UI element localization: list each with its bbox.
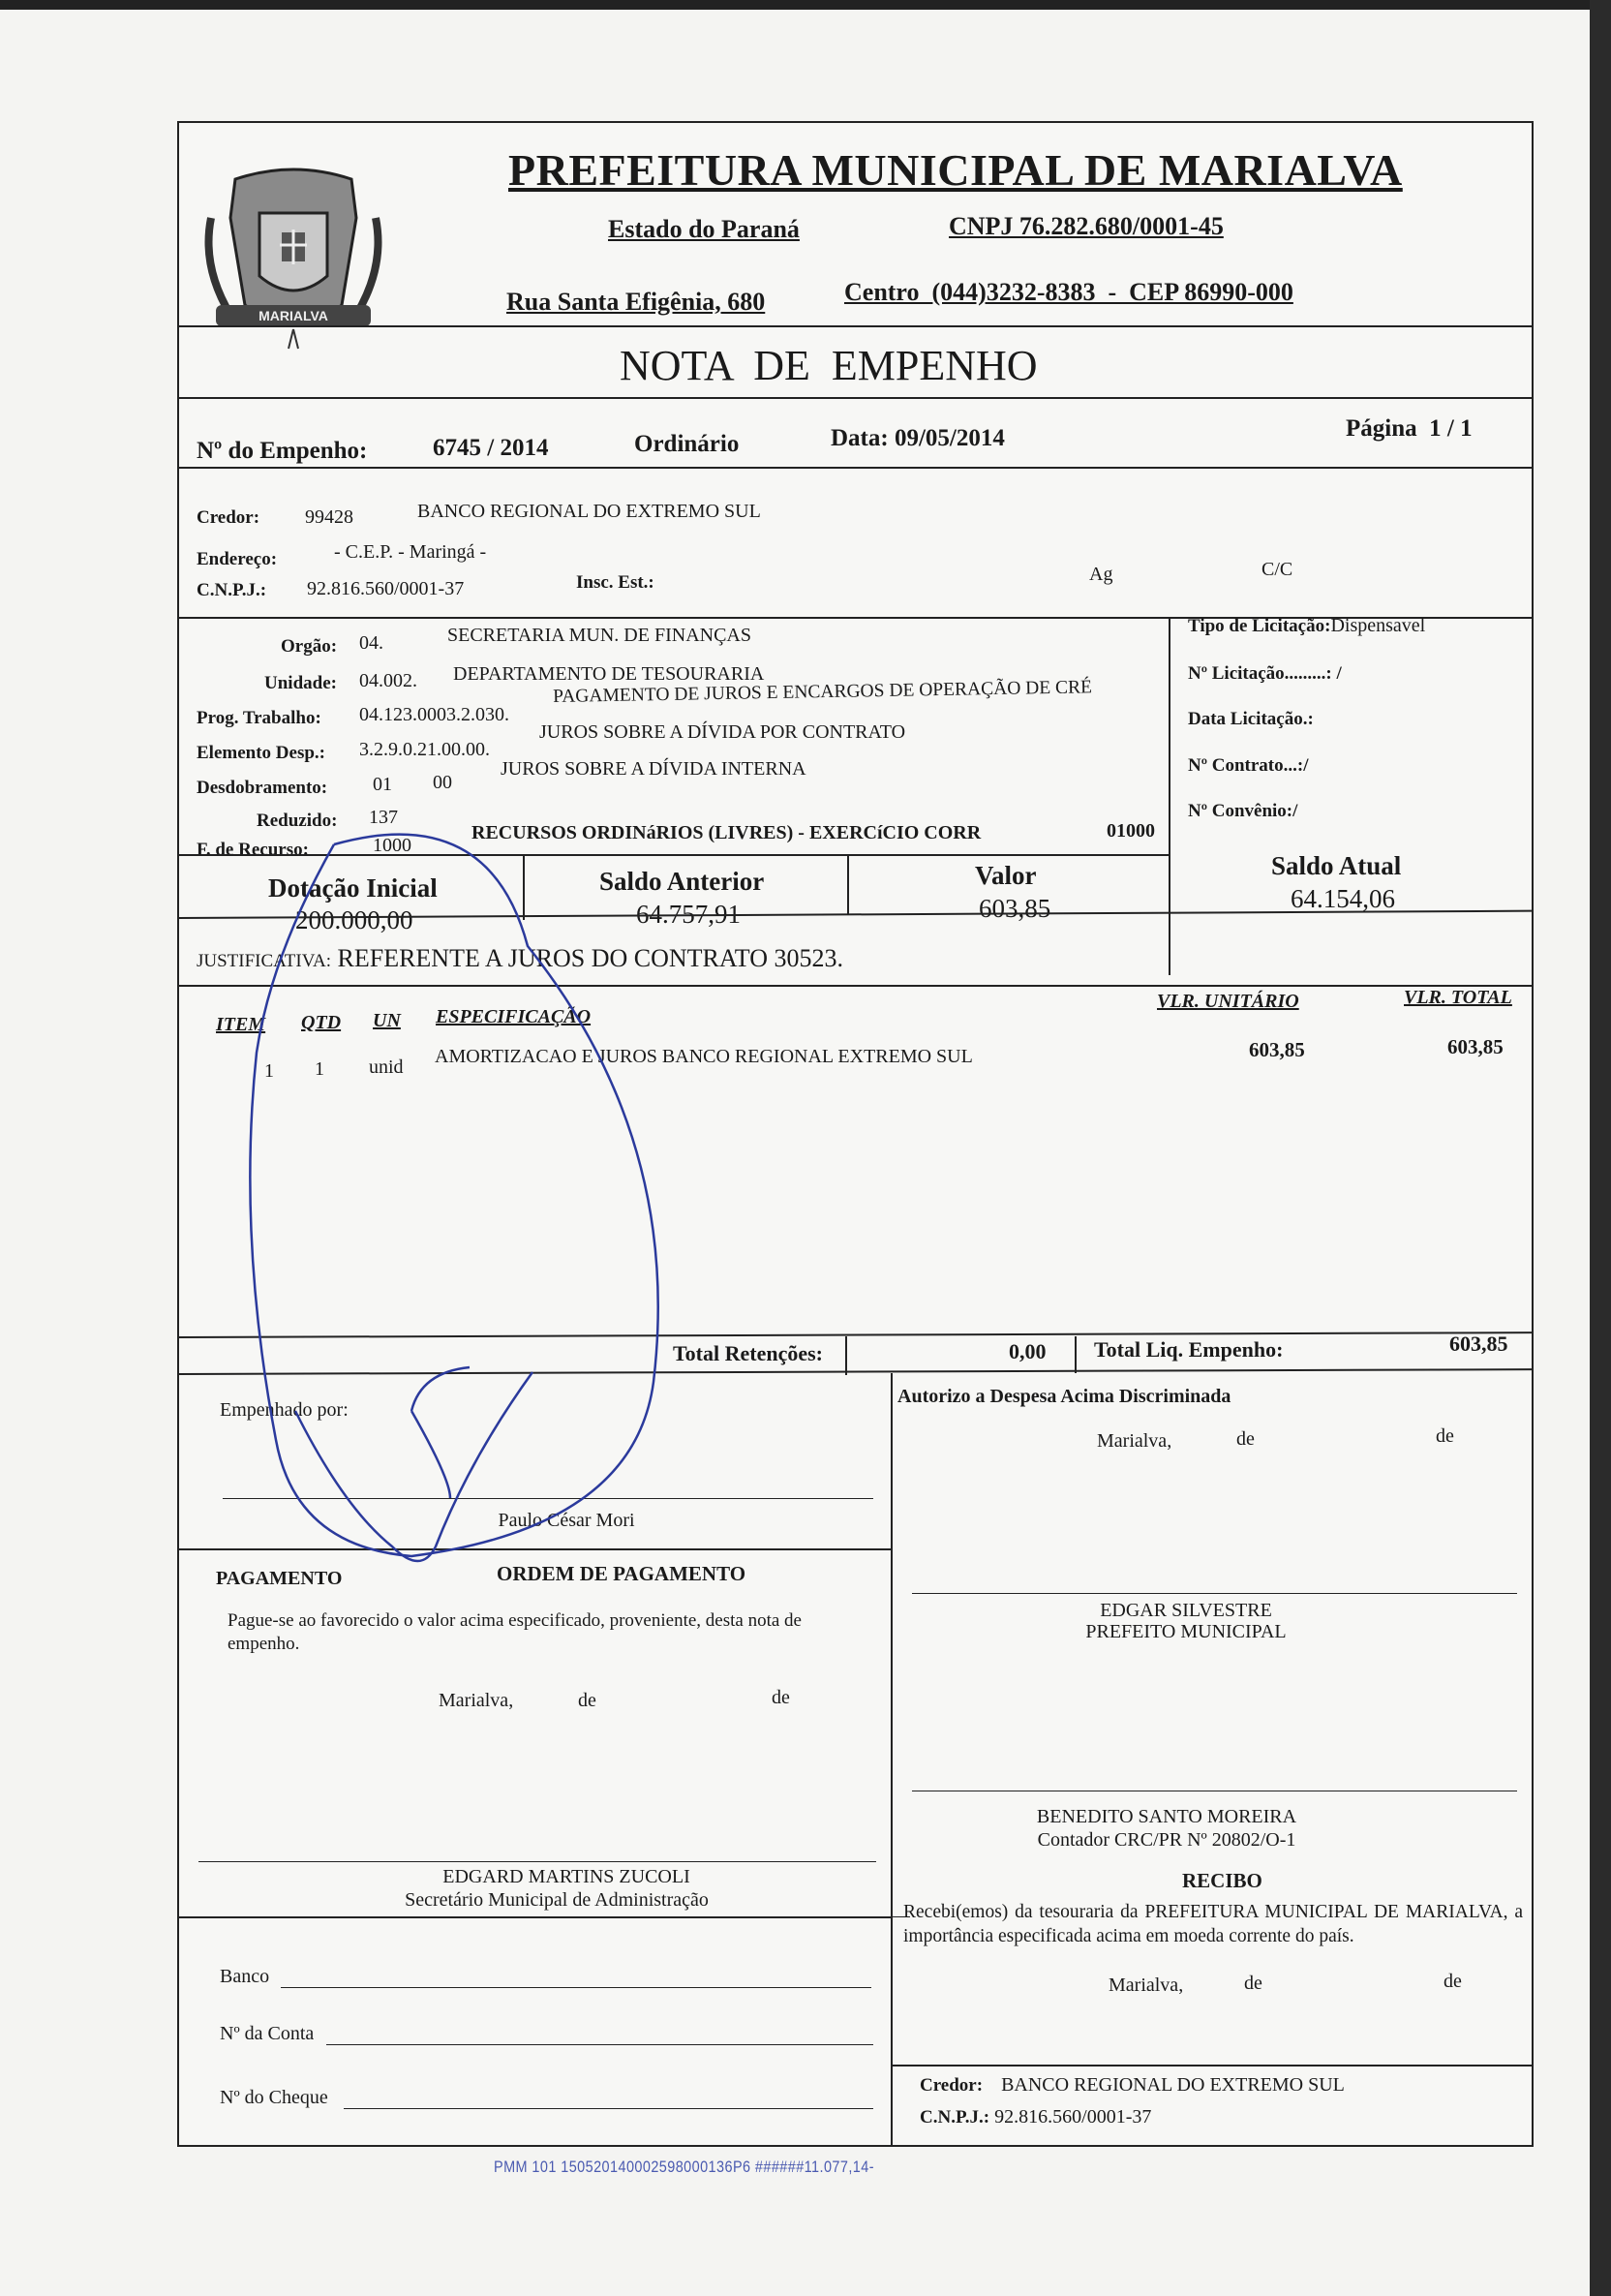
recibo-cnpj: 92.816.560/0001-37 <box>994 2106 1152 2128</box>
pagamento-place: Marialva, <box>439 1690 514 1711</box>
orgao-name: SECRETARIA MUN. DE FINANÇAS <box>447 625 751 646</box>
reduzido-code: 137 <box>369 807 398 828</box>
cheque-label: Nº do Cheque <box>220 2087 328 2108</box>
bank-processing-stamp: PMM 101 150520140002598000136P6 ######11.077,14- <box>494 2158 874 2176</box>
numero-convenio: Nº Convênio:/ <box>1188 801 1298 821</box>
unidade-name: DEPARTAMENTO DE TESOURARIA <box>453 663 765 685</box>
page-number: Página 1 / 1 <box>1346 415 1473 442</box>
justificativa-text: REFERENTE A JUROS DO CONTRATO 30523. <box>337 944 843 972</box>
prog-trabalho-code: 04.123.0003.2.030. <box>359 704 509 725</box>
saldo-atual-value: 64.154,06 <box>1291 884 1395 913</box>
contador-name: BENEDITO SANTO MOREIRA <box>1036 1806 1297 1827</box>
recibo-place: Marialva, <box>1109 1975 1184 1996</box>
dotacao-inicial-label: Dotação Inicial <box>268 873 438 903</box>
numero-licitacao: Nº Licitação.........: / <box>1188 663 1342 684</box>
fonte-recurso-name: RECURSOS ORDINáRIOS (LIVRES) - EXERCíCIO CORR <box>471 822 982 843</box>
col-header-un: UN <box>373 1010 401 1031</box>
autorizo-de-2: de <box>1436 1425 1454 1447</box>
tipo-licitacao-value: Dispensavel <box>1330 615 1426 636</box>
pagamento-label: PAGAMENTO <box>216 1568 343 1589</box>
insc-est-label: Insc. Est.: <box>576 572 654 593</box>
scan-top-edge <box>0 0 1611 10</box>
total-retencoes-value: 0,00 <box>1009 1339 1047 1363</box>
empenhado-signer: Paulo César Mori <box>498 1510 635 1531</box>
account-label: C/C <box>1261 559 1293 580</box>
saldo-anterior-value: 64.757,91 <box>636 900 741 929</box>
empenho-number: 6745 / 2014 <box>433 435 549 461</box>
contact-info: Centro (044)3232-8383 - CEP 86990-000 <box>844 278 1293 306</box>
credor-label: Credor: <box>197 507 260 528</box>
state-label: Estado do Paraná <box>608 215 800 243</box>
autorizo-de-1: de <box>1236 1428 1255 1450</box>
credor-cnpj: 92.816.560/0001-37 <box>307 578 465 599</box>
col-header-item: ITEM <box>216 1014 266 1035</box>
item-row-1-un: unid <box>369 1056 404 1078</box>
fonte-recurso-label: F. de Recurso: <box>197 840 309 860</box>
address-label: Rua Santa Efigênia, 680 <box>506 288 766 316</box>
credor-name: BANCO REGIONAL DO EXTREMO SUL <box>417 501 761 522</box>
dotacao-inicial-value: 200.000,00 <box>295 905 413 934</box>
unidade-label: Unidade: <box>264 673 337 693</box>
saldo-anterior-label: Saldo Anterior <box>599 867 765 896</box>
reduzido-label: Reduzido: <box>257 811 338 831</box>
recibo-text: Recebi(emos) da tesouraria da PREFEITURA MUNICIPAL DE MARIALVA, a importância especificada acima em moeda corrente do país. <box>903 1902 1523 1946</box>
fonte-recurso-code-2: 01000 <box>1107 820 1155 842</box>
municipality-title: PREFEITURA MUNICIPAL DE MARIALVA <box>508 145 1403 195</box>
banco-label: Banco <box>220 1966 270 1987</box>
recibo-credor-name: BANCO REGIONAL DO EXTREMO SUL <box>1001 2074 1345 2096</box>
prog-trabalho-name: PAGAMENTO DE JUROS E ENCARGOS DE OPERAÇÃO DE CRÉ <box>553 677 1093 707</box>
nota-de-empenho-form <box>177 121 1534 2147</box>
total-liq-label: Total Liq. Empenho: <box>1094 1337 1284 1362</box>
empenho-type: Ordinário <box>634 431 740 457</box>
col-header-especificacao: ESPECIFICAÇÃO <box>436 1006 592 1027</box>
secretario-role: Secretário Municipal de Administração <box>405 1889 709 1911</box>
fonte-recurso-code: 1000 <box>373 835 411 856</box>
recibo-de-1: de <box>1244 1973 1262 1994</box>
scan-right-edge <box>1590 0 1611 2296</box>
empenho-date: Data: 09/05/2014 <box>831 425 1005 451</box>
prefeito-role: PREFEITO MUNICIPAL <box>1085 1621 1287 1642</box>
handwritten-signature-icon <box>179 123 1532 2145</box>
pagamento-de-2: de <box>772 1687 790 1708</box>
recibo-credor-label: Credor: <box>920 2075 984 2096</box>
tipo-licitacao-title: Tipo de Licitação: <box>1188 616 1331 636</box>
item-row-1-qtd: 1 <box>315 1058 324 1080</box>
recibo-title: RECIBO <box>1182 1869 1262 1892</box>
numero-contrato: Nº Contrato...:/ <box>1188 755 1309 776</box>
recibo-de-2: de <box>1444 1971 1462 1992</box>
cnpj-header: CNPJ 76.282.680/0001-45 <box>949 212 1224 240</box>
valor-label: Valor <box>975 861 1037 890</box>
empenho-number-label: Nº do Empenho: <box>197 438 368 464</box>
elemento-desp-name: JUROS SOBRE A DÍVIDA POR CONTRATO <box>539 721 906 743</box>
ordem-pagamento-label: ORDEM DE PAGAMENTO <box>497 1562 746 1585</box>
contador-role: Contador CRC/PR Nº 20802/O-1 <box>1037 1829 1296 1851</box>
item-row-1-unit: 603,85 <box>1249 1038 1305 1061</box>
unidade-code: 04.002. <box>359 670 417 691</box>
conta-label: Nº da Conta <box>220 2023 315 2044</box>
justificativa-label: JUSTIFICATIVA: <box>197 951 332 971</box>
desdobramento-code-2: 00 <box>433 772 452 793</box>
address-field-label: Endereço: <box>197 549 278 569</box>
valor-value: 603,85 <box>979 894 1051 923</box>
desdobramento-label: Desdobramento: <box>197 778 328 798</box>
item-row-1-total: 603,85 <box>1447 1035 1504 1058</box>
autorizo-place: Marialva, <box>1097 1430 1172 1452</box>
prefeito-name: EDGAR SILVESTRE <box>1100 1600 1272 1621</box>
data-licitacao: Data Licitação.: <box>1188 709 1314 729</box>
desdobramento-code: 01 <box>373 774 392 795</box>
credor-code: 99428 <box>305 506 353 528</box>
prog-trabalho-label: Prog. Trabalho: <box>197 708 321 728</box>
desdobramento-name: JUROS SOBRE A DÍVIDA INTERNA <box>501 758 806 780</box>
empenhado-por-label: Empenhado por: <box>220 1399 349 1421</box>
svg-text:MARIALVA: MARIALVA <box>258 308 328 323</box>
recibo-cnpj-label: C.N.P.J.: <box>920 2107 990 2128</box>
elemento-desp-label: Elemento Desp.: <box>197 743 325 763</box>
col-header-vlr-unitario: VLR. UNITÁRIO <box>1157 991 1299 1012</box>
pagamento-de-1: de <box>578 1690 596 1711</box>
document-title: NOTA DE EMPENHO <box>620 342 1038 389</box>
autorizo-label: Autorizo a Despesa Acima Discriminada <box>897 1386 1231 1407</box>
saldo-atual-label: Saldo Atual <box>1271 851 1402 880</box>
total-liq-value: 603,85 <box>1449 1332 1508 1356</box>
col-header-vlr-total: VLR. TOTAL <box>1404 987 1512 1008</box>
credor-cnpj-label: C.N.P.J.: <box>197 580 267 600</box>
secretario-name: EDGARD MARTINS ZUCOLI <box>442 1866 690 1887</box>
col-header-qtd: QTD <box>301 1012 342 1033</box>
orgao-code: 04. <box>359 632 383 654</box>
total-retencoes-label: Total Retenções: <box>673 1341 823 1365</box>
orgao-label: Orgão: <box>281 636 338 657</box>
agency-label: Ag <box>1089 564 1113 585</box>
credor-address: - C.E.P. - Maringá - <box>334 541 487 563</box>
item-row-1-spec: AMORTIZACAO E JUROS BANCO REGIONAL EXTREMO SUL <box>435 1046 973 1067</box>
pagamento-text: Pague-se ao favorecido o valor acima especificado, proveniente, desta nota de empenho. <box>228 1610 802 1654</box>
item-row-1-item: 1 <box>264 1060 274 1082</box>
elemento-desp-code: 3.2.9.0.21.00.00. <box>359 739 490 760</box>
